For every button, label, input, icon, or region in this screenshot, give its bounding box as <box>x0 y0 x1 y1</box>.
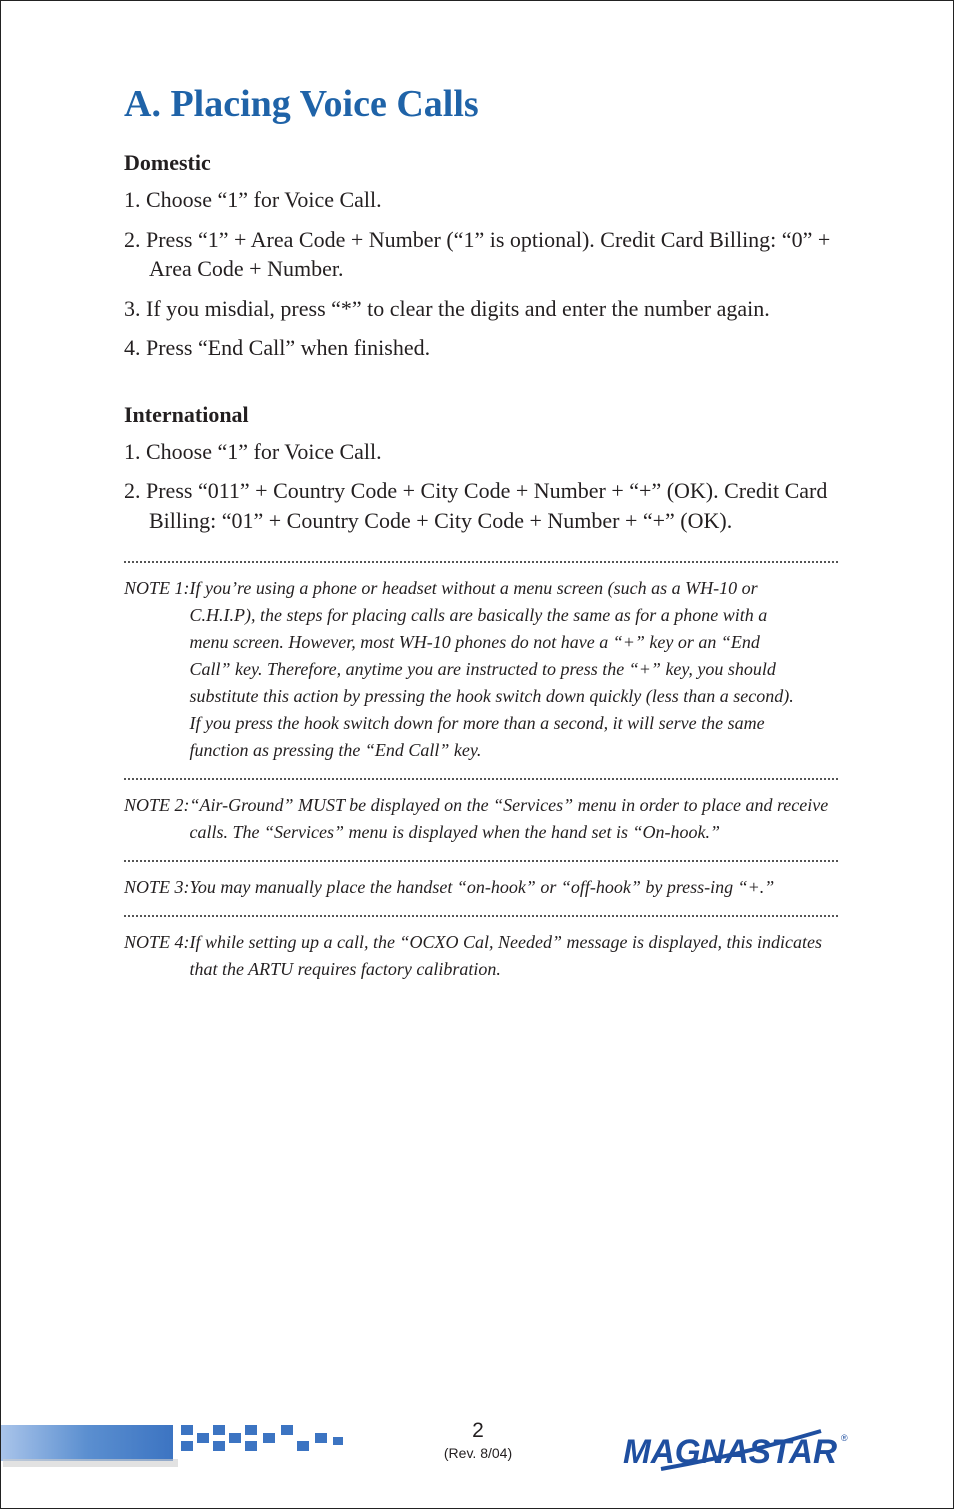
note-text: “Air-Ground” MUST be displayed on the “Services” menu in order to place and receive calls. The “Services” menu is displayed when the hand set is “On-hook.” <box>189 795 829 842</box>
domestic-step-3: 3. If you misdial, press “*” to clear the digits and enter the number again. <box>124 295 770 321</box>
note-label: NOTE 2: <box>124 795 190 815</box>
decorative-pixel-band <box>1 1411 361 1471</box>
page-content <box>124 79 838 983</box>
page-number: 2 <box>472 1419 484 1442</box>
international-heading: International <box>124 401 249 427</box>
revision-date: (Rev. 8/04) <box>443 1445 513 1461</box>
svg-text:®: ® <box>841 1433 848 1443</box>
note-label: NOTE 3: <box>124 877 190 897</box>
note-label: NOTE 1: <box>124 578 190 598</box>
note-label: NOTE 4: <box>124 932 190 952</box>
magnastar-logo <box>621 1419 853 1485</box>
note-text: You may manually place the handset “on-hook” or “off-hook” by press-ing “+.” <box>189 877 775 897</box>
note-2 <box>124 792 838 846</box>
domestic-step-2: 2. Press “1” + Area Code + Number (“1” is optional). Credit Card Billing: “0” + Area Code + Number. <box>124 226 831 281</box>
domestic-heading: Domestic <box>124 150 211 175</box>
page-title: A. Placing Voice Calls <box>124 83 479 125</box>
svg-text:MAGNASTAR: MAGNASTAR <box>623 1433 838 1471</box>
note-text: If you’re using a phone or headset without a menu screen (such as a WH-10 or C.H.I.P), the steps for placing calls are basically the same as for a phone with a menu screen. However, most WH-10 phones do not have a “+” key or an “End Call” key. Therefore, anytime you are instructed to press the “+” key, you should substitute this action by pressing the hook switch down quickly (less than a second). If you press the hook switch down for more than a second, it will serve the same function as pressing the “End Call” key. <box>189 578 794 760</box>
note-1 <box>124 575 838 764</box>
international-step-2: 2. Press “011” + Country Code + City Code + Number + “+” (OK). Credit Card Billing: “01” + Country Code + City Code + Number + “+” (OK). <box>124 478 828 533</box>
international-step-1: 1. Choose “1” for Voice Call. <box>124 438 382 464</box>
domestic-step-1: 1. Choose “1” for Voice Call. <box>124 187 382 212</box>
domestic-step-4: 4. Press “End Call” when finished. <box>124 335 431 360</box>
note-text: If while setting up a call, the “OCXO Cal, Needed” message is displayed, this indicates that the ARTU requires factory calibration. <box>189 932 822 979</box>
note-3 <box>124 874 838 901</box>
note-4 <box>124 929 838 983</box>
